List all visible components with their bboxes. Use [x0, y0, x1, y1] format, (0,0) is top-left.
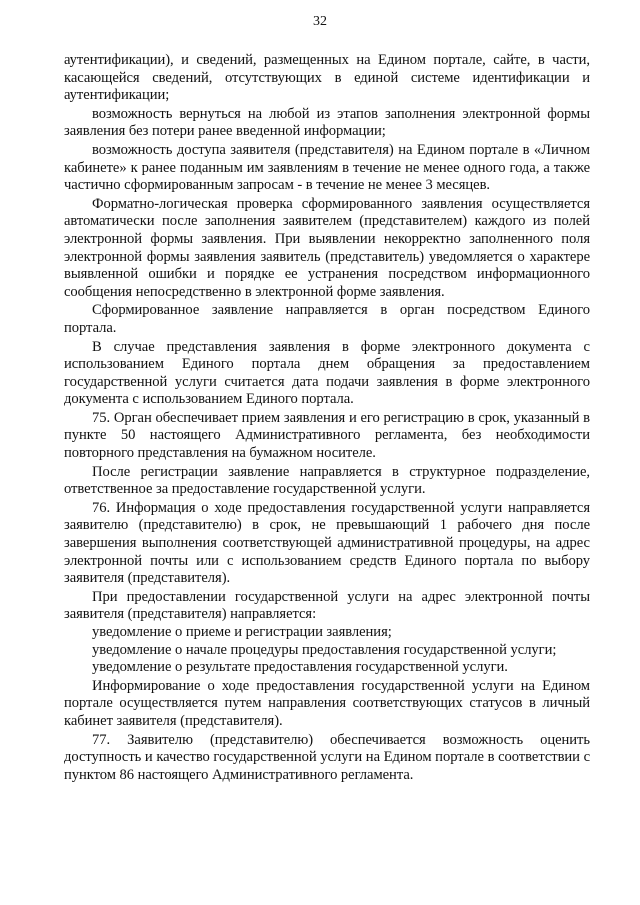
paragraph: После регистрации заявление направляется в структурное подразделение, ответственное за предоставление государственной услуги.	[64, 463, 590, 498]
paragraph: 75. Орган обеспечивает прием заявления и его регистрацию в срок, указанный в пункте 50 настоящего Административного регламента, без необходимости повторного представления на бумажном носителе.	[64, 409, 590, 462]
document-body	[64, 52, 590, 784]
paragraph: При предоставлении государственной услуги на адрес электронной почты заявителя (представителя) направляется:	[64, 588, 590, 623]
list-item: уведомление о приеме и регистрации заявления;	[92, 624, 392, 640]
paragraph: возможность доступа заявителя (представителя) на Едином портале в «Личном кабинете» к ранее поданным им заявлениям в течение не менее одного года, а также частично сформированным запросам - в течение не менее 3 месяцев.	[64, 141, 590, 194]
paragraph: Форматно-логическая проверка сформированного заявления осуществляется автоматически после заполнения заявителем (представителем) каждого из полей электронной формы заявления. При выявлении некорректно заполненного поля электронной формы заявления заявитель (представитель) уведомляется о характере выявленной ошибки и порядке ее устранения посредством информационного сообщения непосредственно в электронной форме заявления.	[64, 195, 590, 300]
paragraph: возможность вернуться на любой из этапов заполнения электронной формы заявления без потери ранее введенной информации;	[64, 105, 590, 140]
paragraph: 76. Информация о ходе предоставления государственной услуги направляется заявителю (представителю) в срок, не превышающий 1 рабочего дня после завершения выполнения соответствующей административной процедуры, на адрес электронной почты или с использованием средств Единого портала по выбору заявителя (представителя).	[64, 499, 590, 587]
paragraph: Информирование о ходе предоставления государственной услуги на Едином портале осуществляется путем направления соответствующих статусов в личный кабинет заявителя (представителя).	[64, 677, 590, 729]
page-number: 32	[313, 14, 327, 29]
paragraph: 77. Заявителю (представителю) обеспечивается возможность оценить доступность и качество государственной услуги на Едином портале в соответствии с пунктом 86 настоящего Административного регламента.	[64, 731, 590, 783]
list-item: уведомление о результате предоставления государственной услуги.	[92, 659, 508, 676]
paragraph: аутентификации), и сведений, размещенных на Едином портале, сайте, в части, касающейся сведений, отсутствующих в единой системе идентификации и аутентификации;	[64, 52, 590, 104]
paragraph: Сформированное заявление направляется в орган посредством Единого портала.	[64, 302, 590, 336]
list-item: уведомление о начале процедуры предоставления государственной услуги;	[92, 641, 557, 658]
paragraph: В случае представления заявления в форме электронного документа с использованием Единого портала днем обращения за предоставлением государственной услуги считается дата подачи заявления в форме электронного документа с использованием Единого портала.	[64, 338, 590, 408]
